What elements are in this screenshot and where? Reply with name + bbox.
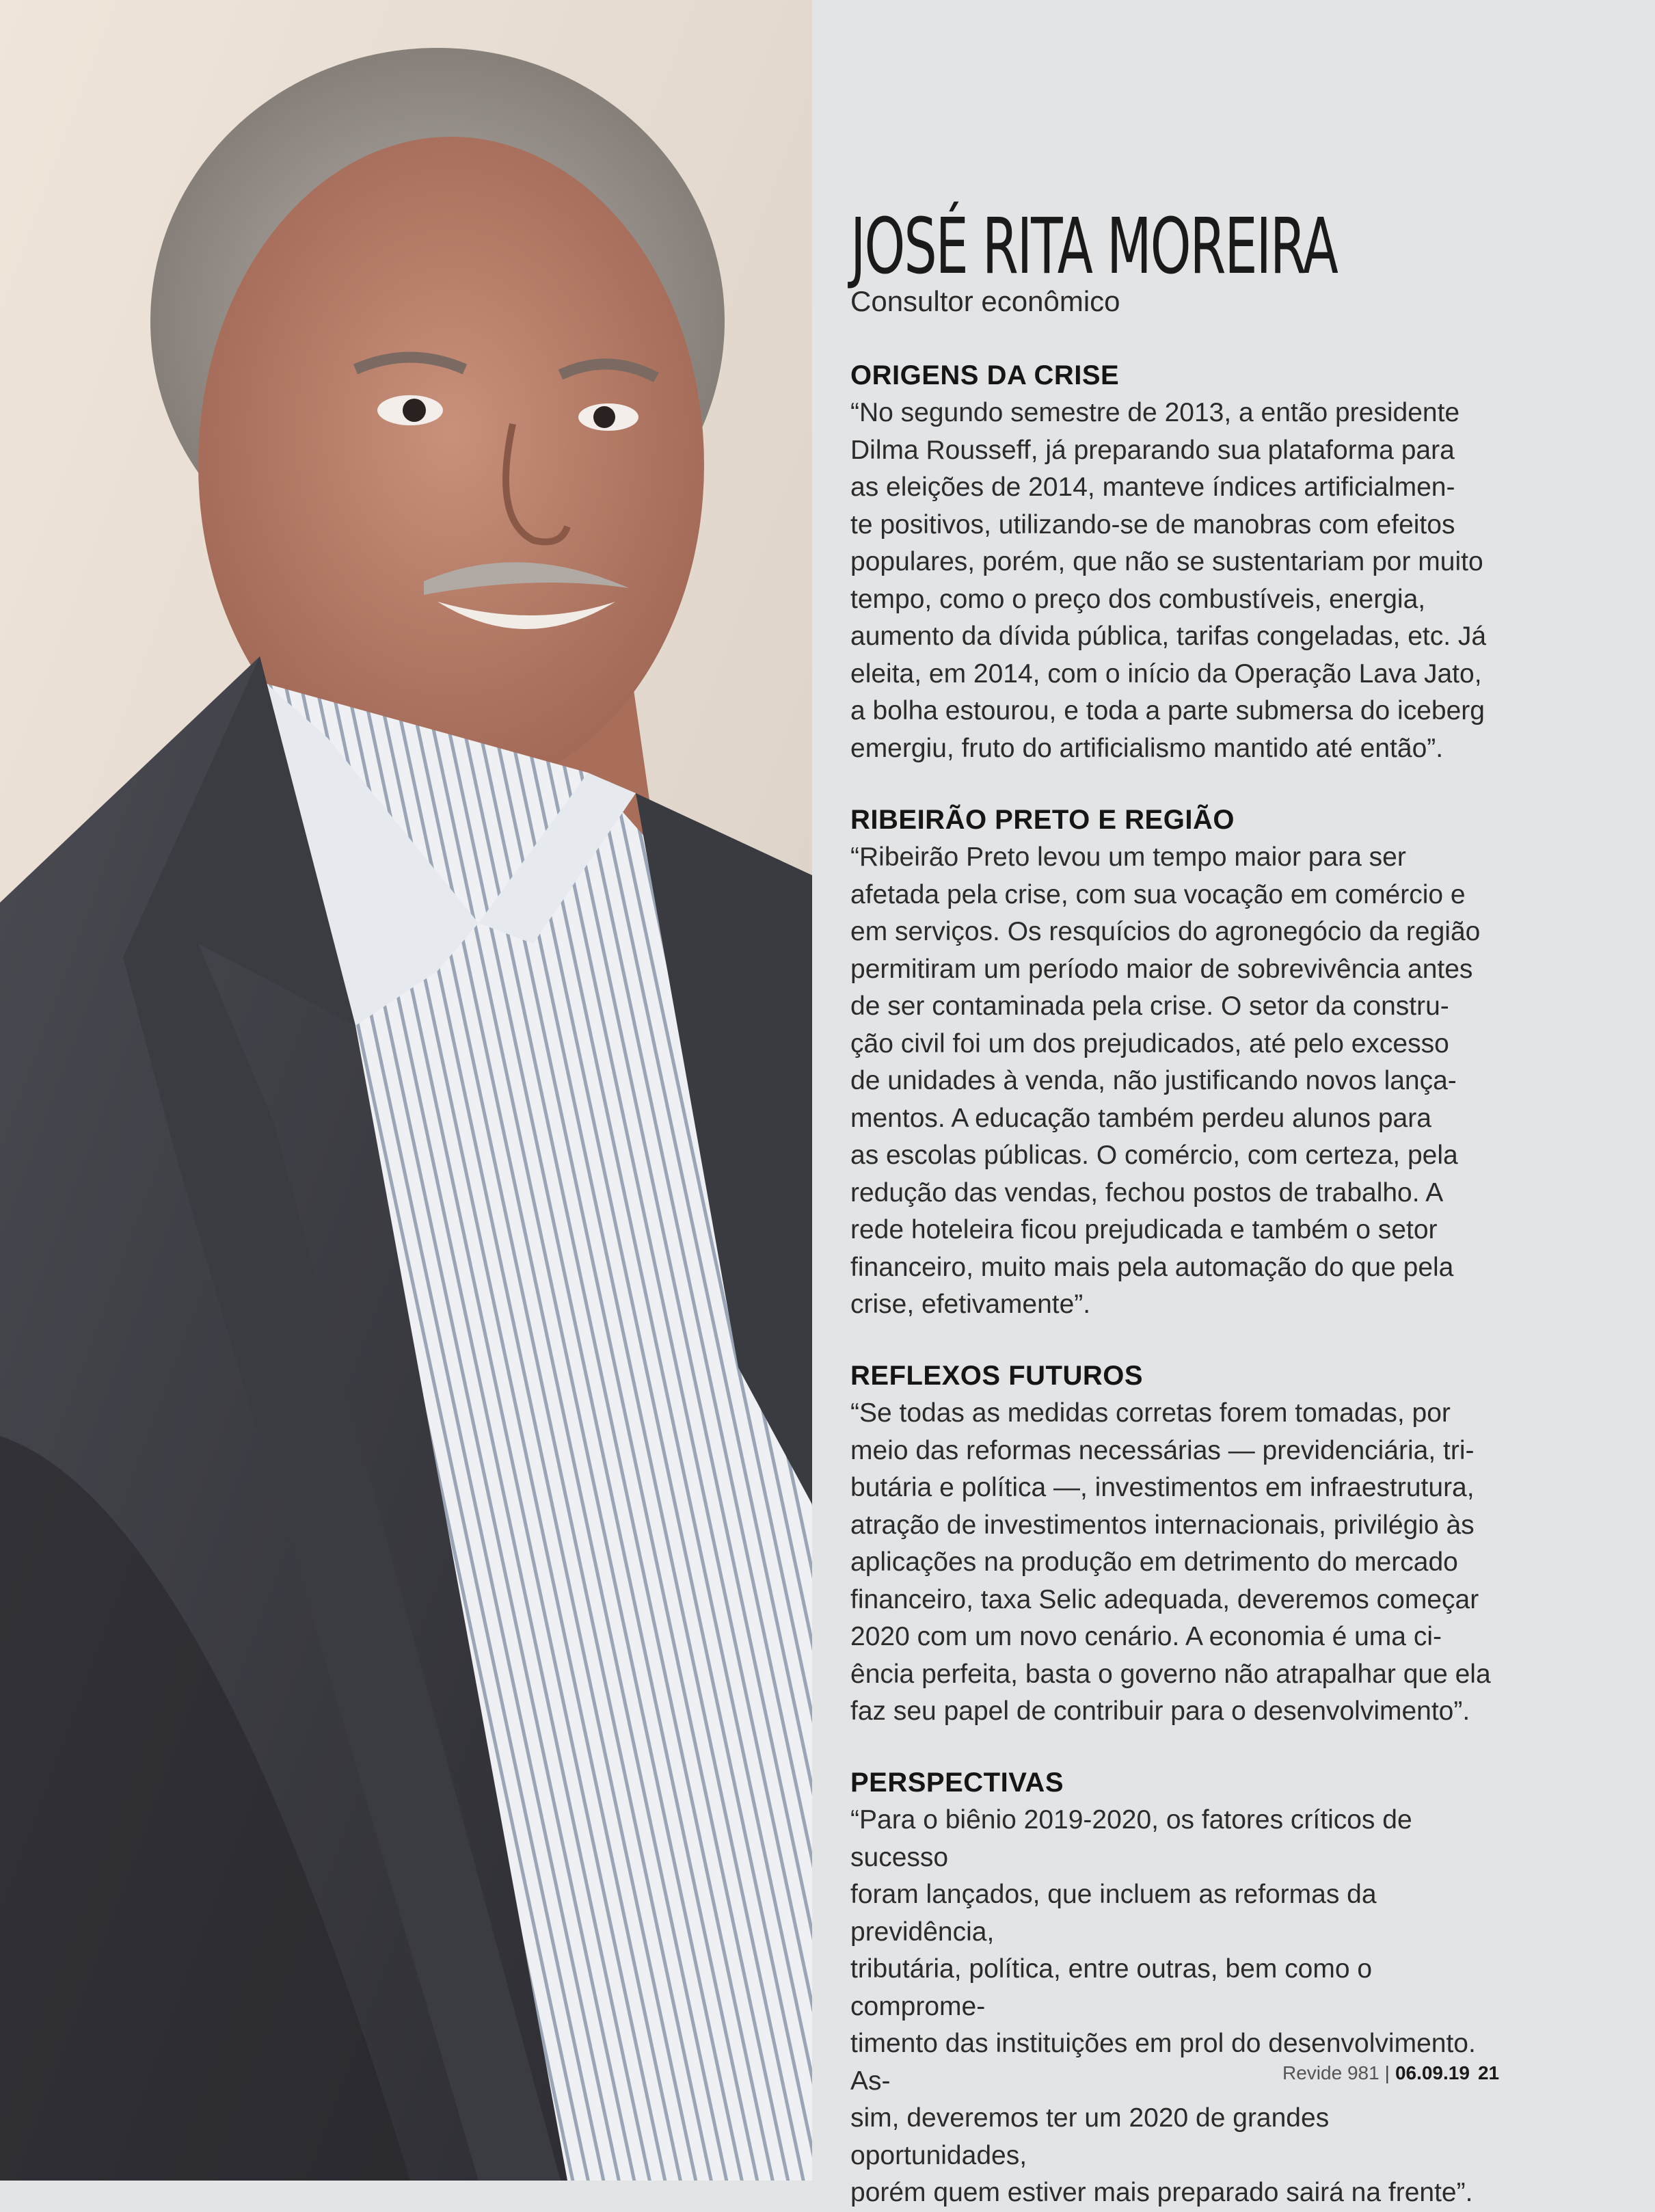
section-origens-da-crise — [850, 357, 1507, 767]
issue-date: 06.09.19 — [1395, 2062, 1470, 2083]
profile-name: JOSÉ RITA MOREIRA — [850, 202, 1337, 291]
page-footer — [1282, 2060, 1501, 2087]
publication-name: Revide 981 — [1282, 2062, 1380, 2083]
section-heading: PERSPECTIVAS — [850, 1768, 1064, 1798]
profile-role: Consultor econômico — [850, 285, 1120, 317]
section-body: “No segundo semestre de 2013, a então presidente Dilma Rousseff, já preparando sua plataforma para as eleições de 2014, manteve índices artificialmen- te positivos, utilizando-se de manobras com efeitos populares, porém, que não se sustentariam por muito tempo, como o preço dos combustíveis, energia, aumento da dívida pública, tarifas congeladas, etc. Já eleita, em 2014, com o início da Operação Lava Jato, a bolha estourou, e toda a parte submersa do iceberg emergiu, fruto do artificialismo mantido até então”. — [850, 398, 1487, 763]
section-body: “Ribeirão Preto levou um tempo maior para ser afetada pela crise, com sua vocação em comércio e em serviços. Os resquícios do agronegócio da região permitiram um período maior de sobrevivência antes de ser contaminada pela crise. O setor da constru- ção civil foi um dos prejudicados, até pelo excesso de unidades à venda, não justificando novos lança- mentos. A educação também perdeu alunos para as escolas públicas. O comércio, com certeza, pela redução das vendas, fechou postos de trabalho. A rede hoteleira ficou prejudicada e também o setor financeiro, muito mais pela automação do que pela crise, efetivamente”. — [850, 842, 1481, 1319]
page-number: 21 — [1477, 2062, 1500, 2083]
portrait-photo — [0, 0, 812, 2181]
section-heading: ORIGENS DA CRISE — [850, 360, 1120, 390]
section-ribeirao-preto-e-regiao — [850, 801, 1507, 1324]
section-body: “Para o biênio 2019-2020, os fatores críticos de sucesso foram lançados, que incluem as reformas da previdência, tributária, política, entre outras, bem como o comprome- timento das instituições em prol do desenvolvimento. As- sim, deveremos ter um 2020 de grandes oportunidades, porém quem estiver mais preparado sairá na frente”. — [850, 1805, 1476, 2207]
section-heading: REFLEXOS FUTUROS — [850, 1361, 1144, 1391]
section-reflexos-futuros — [850, 1357, 1507, 1731]
section-heading: RIBEIRÃO PRETO E REGIÃO — [850, 805, 1235, 835]
footer-separator: | — [1384, 2062, 1390, 2083]
section-body: “Se todas as medidas corretas forem tomadas, por meio das reformas necessárias — previdenciária, tri- butária e política —, investimentos em infraestrutura, atração de investimentos internacionais, privilégio às aplicações na produção em detrimento do mercado financeiro, taxa Selic adequada, deveremos começar 2020 com um novo cenário. A economia é uma ci- ência perfeita, basta o governo não atrapalhar que ela faz seu papel de contribuir para o desenvolvimento”. — [850, 1398, 1491, 1726]
section-perspectivas — [850, 1764, 1507, 2212]
